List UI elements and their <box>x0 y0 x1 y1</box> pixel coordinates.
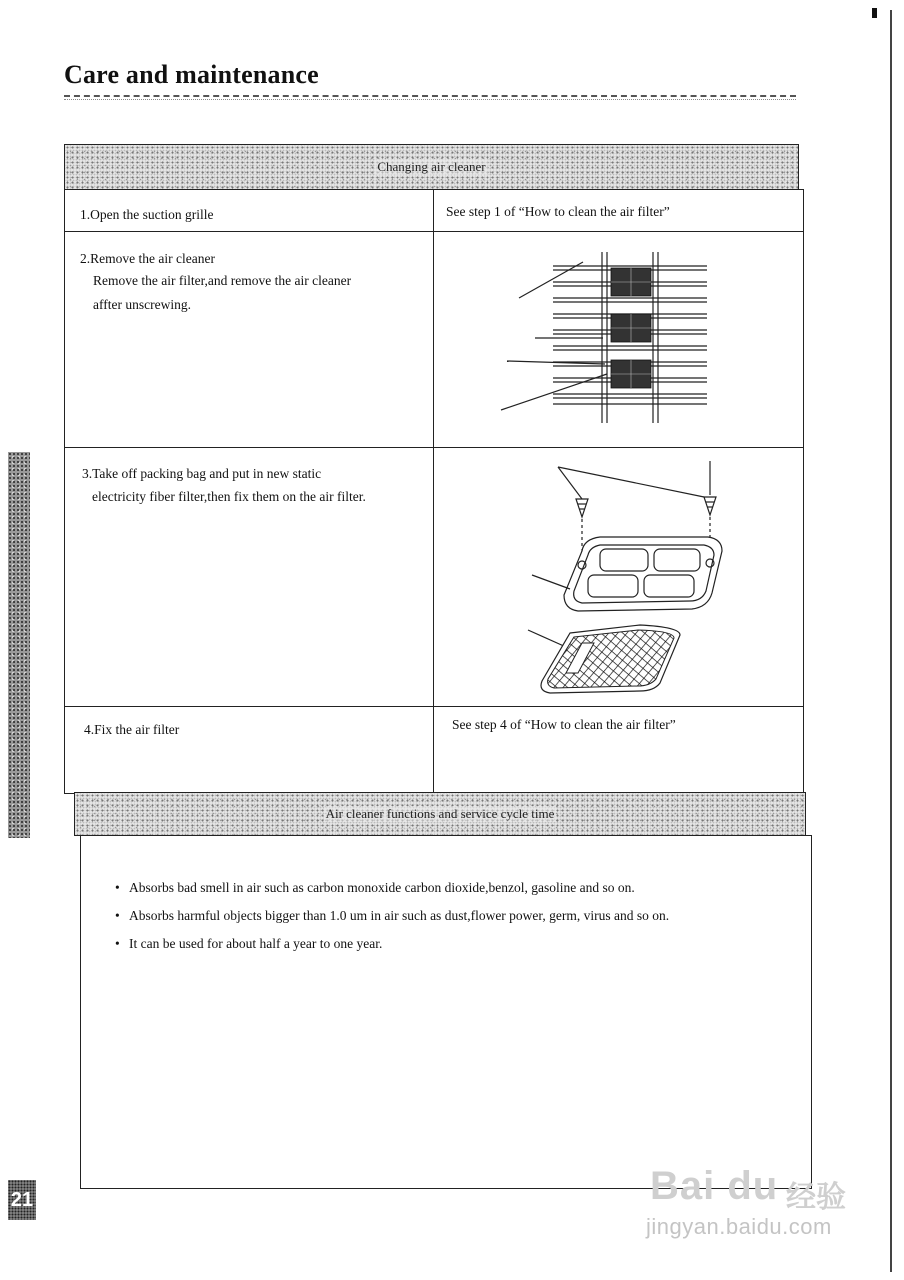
step-2-line-2: affter unscrewing. <box>93 297 191 312</box>
title-divider-secondary <box>64 99 796 100</box>
title-divider <box>64 95 796 97</box>
step-3-line-1: 3.Take off packing bag and put in new static <box>82 466 322 481</box>
fiber-filter-illustration <box>520 455 740 700</box>
step-1-reference: See step 1 of “How to clean the air filter” <box>446 204 670 219</box>
step-2-title: 2.Remove the air cleaner <box>80 251 215 266</box>
changing-air-cleaner-header-text: Changing air cleaner <box>377 159 486 174</box>
step-2-line-1: Remove the air filter,and remove the air cleaner <box>93 273 352 288</box>
table-column-divider <box>433 189 434 794</box>
row-divider-2 <box>64 447 804 448</box>
changing-air-cleaner-header <box>64 144 799 190</box>
scan-edge-line <box>890 10 892 1272</box>
watermark-brand-cn: 经验 <box>786 1181 846 1214</box>
watermark-url: jingyan.baidu.com <box>646 1214 832 1239</box>
step-1-text: 1.Open the suction grille <box>80 207 214 222</box>
function-bullet-3: • It can be used for about half a year to one year. <box>115 930 669 958</box>
page-title: Care and maintenance <box>64 60 319 89</box>
step-3-line-2: electricity fiber filter,then fix them on the air filter. <box>92 489 366 504</box>
page-number-tab: 21 <box>8 1180 36 1220</box>
baidu-watermark <box>640 1148 880 1248</box>
step-4-reference: See step 4 of “How to clean the air filter” <box>452 717 676 732</box>
function-bullet-1: • Absorbs bad smell in air such as carbon monoxide carbon dioxide,benzol, gasoline and so on. <box>115 874 669 902</box>
function-bullet-2: • Absorbs harmful objects bigger than 1.0 um in air such as dust,flower power, germ, virus and so on. <box>115 902 669 930</box>
row-divider-3 <box>64 706 804 707</box>
functions-header <box>74 792 806 836</box>
functions-list <box>115 874 669 958</box>
remove-air-cleaner-illustration <box>495 248 715 428</box>
functions-header-text: Air cleaner functions and service cycle time <box>325 806 555 821</box>
watermark-brand: Bai du <box>650 1164 779 1208</box>
scan-mark-top <box>872 8 877 18</box>
side-tab-strip <box>8 452 30 838</box>
step-4-text: 4.Fix the air filter <box>84 722 180 737</box>
row-divider-1 <box>64 231 804 232</box>
